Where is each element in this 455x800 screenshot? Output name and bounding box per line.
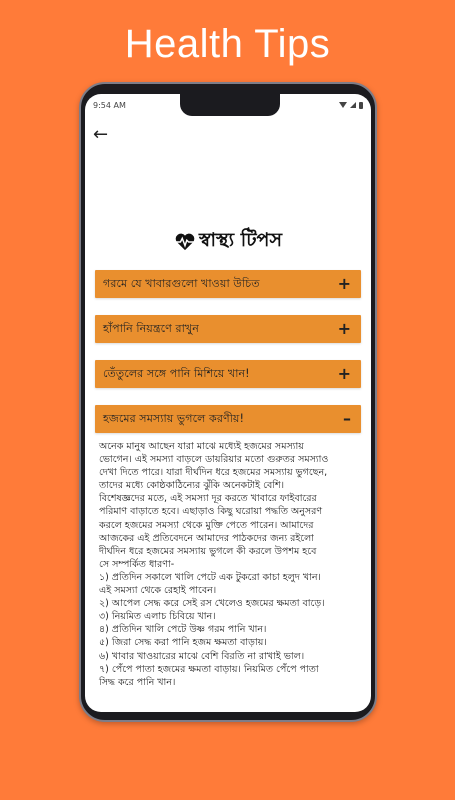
content-line: করলে হজমের সমস্যা থেকে মুক্তি পেতে পারেন। আমাদের (99, 519, 314, 531)
content-line: এই সমস্যা থেকে রেহাই পাবেন। (99, 585, 217, 597)
content-line: দেখা দিতে পারে। যারা দীর্ঘদিন ধরে হজমের সমস্যায় ভুগছেন, (99, 467, 328, 479)
accordion-item[interactable] (95, 315, 361, 343)
accordion-item-open[interactable] (95, 405, 361, 433)
content-line: বিশেষজ্ঞদের মতে, এই সমস্যা দূর করতে খাবারে ফাইবারের (99, 493, 317, 505)
battery-icon (359, 102, 363, 109)
status-time: 9:54 AM (93, 100, 126, 110)
accordion-item[interactable] (95, 360, 361, 388)
content-line: পরিমাণ বাড়াতে হবে। এছাড়াও কিছু ঘরোয়া পদ্ধতি অনুসরণ (99, 506, 323, 518)
signal-icon (350, 102, 356, 108)
expand-plus-icon[interactable]: + (337, 274, 351, 293)
collapse-minus-icon[interactable]: – (343, 409, 351, 428)
accordion-item[interactable] (95, 270, 361, 298)
accordion-item-label: তেঁতুলের সঙ্গে পানি মিশিয়ে খান! (103, 366, 250, 380)
tips-accordion (85, 270, 371, 689)
accordion-content (95, 433, 361, 689)
page-title-text: স্বাস্থ্য টিপস (198, 229, 282, 251)
content-line: দীর্ঘদিন ধরে হজমের সমস্যায় ভুগলে কী করলে উপশম হবে (99, 545, 317, 557)
content-line: অনেক মানুষ আছেন যারা মাঝে মধ্যেই হজমের সমস্যায় (99, 441, 304, 452)
back-arrow-icon[interactable]: ← (93, 124, 109, 145)
content-line: আজকের এই প্রতিবেদনে আমাদের পাঠকদের জন্য রইলো (99, 532, 314, 544)
content-line: ৭) পেঁপে পাতা হজমের ক্ষমতা বাড়ায়। নিয়মিত পেঁপে পাতা (99, 663, 319, 675)
camera-notch (180, 94, 280, 116)
content-line: ভোগেন। এই সমস্যা বাড়লে ডায়রিয়ার মতো গুরুতর সমস্যাও (99, 454, 329, 466)
accordion-item-label: হাঁপানি নিয়ন্ত্রণে রাখুন (103, 321, 199, 335)
accordion-item-label: গরমে যে খাবারগুলো খাওয়া উচিত (103, 276, 260, 290)
wifi-icon (339, 102, 347, 108)
content-line: সিদ্ধ করে পানি খান। (99, 676, 176, 688)
promo-title: Health Tips (124, 22, 331, 66)
content-line: সে সম্পর্কিত ধারণা- (99, 558, 175, 570)
content-line: ৬) খাবার খাওয়ারের মাঝে বেশি বিরতি না রাখাই ভাল। (99, 650, 305, 662)
accordion-item-label: হজমের সমস্যায় ভুগলে করণীয়! (103, 411, 245, 425)
status-icons (339, 102, 363, 109)
content-line: ১) প্রতিদিন সকালে খালি পেটে এক টুকরো কাচা হলুদ খান। (99, 571, 321, 583)
app-screen (85, 94, 371, 712)
page-title (85, 226, 371, 258)
content-line: ২) আপেল সেদ্ধ করে সেই রস খেলেও হজমের ক্ষমতা বাড়ে। (99, 598, 325, 610)
app-bar (85, 116, 371, 154)
content-line: ৫) জিরা সেদ্ধ করা পানি হজম ক্ষমতা বাড়ায়। (99, 637, 267, 649)
content-line: ৪) প্রতিদিন খালি পেটে উষ্ণ গরম পানি খান। (99, 624, 267, 636)
heartbeat-icon (174, 232, 196, 252)
phone-frame (79, 82, 377, 722)
content-line: ৩) নিয়মিত এলাচ চিবিয়ে খান। (99, 611, 216, 623)
content-line: তাদের মধ্যে কোষ্ঠকাঠিন্যের ঝুঁকি অনেকটাই বেশি। (99, 480, 284, 492)
expand-plus-icon[interactable]: + (337, 319, 351, 338)
expand-plus-icon[interactable]: + (337, 364, 351, 383)
